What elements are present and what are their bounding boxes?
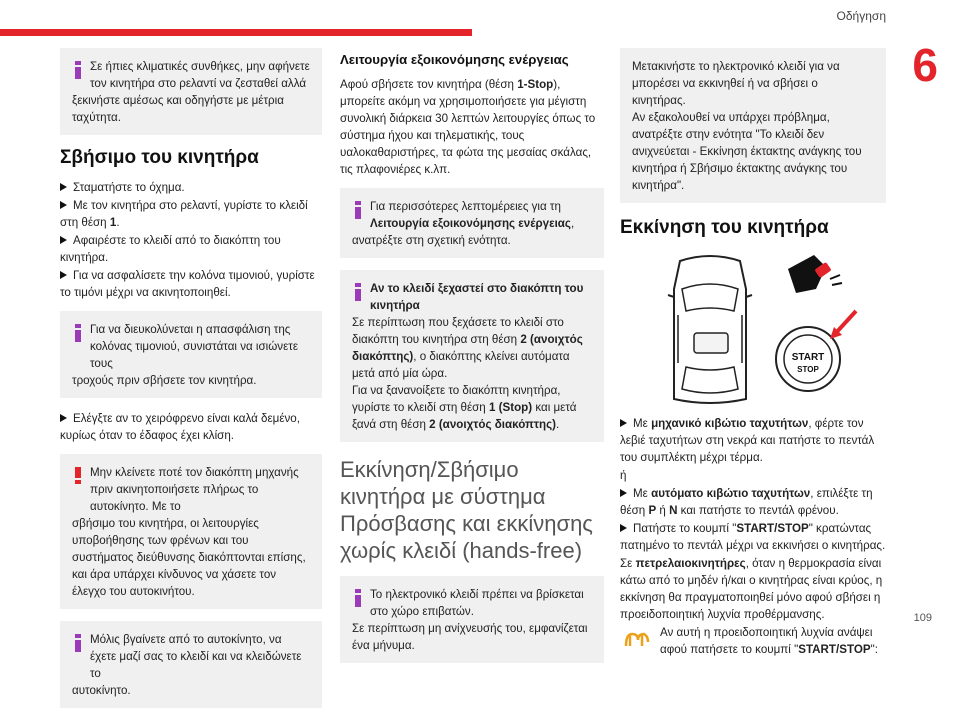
arrow-icon xyxy=(620,524,627,532)
note-text: Αν εξακολουθεί να υπάρχει πρόβλημα, ανατρέξτε στην ενότητα "Το κλειδί δεν ανιχνεύεται - Εκκίνηση έκτακτης ανάγκης του κινητήρα ή Σβήσιμο έκτακτης ανάγκης του κινητήρα". xyxy=(632,111,862,192)
note-text: τροχούς πριν σβήσετε τον κινητήρα. xyxy=(72,374,257,387)
chapter-number: 6 xyxy=(912,39,938,91)
warning-icon xyxy=(72,467,84,485)
arrow-icon xyxy=(620,489,627,497)
start-label: START xyxy=(791,352,825,363)
note-text: ξεκινήστε αμέσως και οδηγήστε με μέτρια ταχύτητα. xyxy=(72,94,284,124)
info-note xyxy=(60,311,322,398)
info-icon xyxy=(352,589,364,607)
list-item: Πατήστε το κουμπί "START/STOP" κρατώντας πατημένο το πεντάλ μέχρι να εκκινήσει ο κινητήρας. xyxy=(620,522,886,552)
arrow-icon xyxy=(60,183,67,191)
column-3 xyxy=(620,48,886,658)
section-heading: Εκκίνηση/Σβήσιμο κινητήρα με σύστημα Πρόσβασης και εκκίνησης χωρίς κλειδί (hands-free) xyxy=(340,457,593,563)
hand-key-icon xyxy=(788,255,842,293)
car-key-illustration xyxy=(620,249,886,409)
note-text: Για να διευκολύνεται η απασφάλιση της κολόνας τιμονιού, συνιστάται να ισιώνετε τους xyxy=(90,323,298,370)
paragraph: Αφού σβήσετε τον κινητήρα (θέση 1-Stop), μπορείτε ακόμη να χρησιμοποιήσετε για μέγιστη συνολική διάρκεια 30 λεπτών λειτουργίες όπως το σύστημα ήχου και τηλεματικής, τους υαλοκαθαριστήρες, τα φώτα της μεσαίας σκάλας, τις πλαφονιέρες κ.λπ. xyxy=(340,78,596,176)
note-text: Το ηλεκτρονικό κλειδί πρέπει να βρίσκεται στο χώρο επιβατών. xyxy=(370,588,584,618)
note-title: Αν το κλειδί ξεχαστεί στο διακόπτη του κινητήρα xyxy=(370,282,584,312)
list-item: Με αυτόματο κιβώτιο ταχυτήτων, επιλέξτε τη θέση P ή N και πατήστε το πεντάλ φρένου. xyxy=(620,487,873,517)
note-text: Σε περίπτωση μη ανίχνευσής του, εμφανίζεται ένα μήνυμα. xyxy=(352,622,588,652)
info-note xyxy=(340,576,604,663)
page-number: 109 xyxy=(913,612,932,624)
arrow-icon xyxy=(60,236,67,244)
info-icon xyxy=(72,634,84,652)
note-text: ανατρέξτε στη σχετική ενότητα. xyxy=(352,234,511,247)
section-title: Οδήγηση xyxy=(836,9,886,23)
note-text: Για να ξανανοίξετε το διακόπτη κινητήρα, γυρίστε το κλειδί στη θέση 1 (Stop) και μετά ξανά στη θέση 2 (ανοιχτός διακόπτης). xyxy=(352,384,577,431)
section-heading: Εκκίνηση του κινητήρα xyxy=(620,217,829,238)
info-icon xyxy=(72,324,84,342)
note-text: αυτοκίνητο. xyxy=(72,684,131,697)
car-icon xyxy=(668,256,752,403)
note-text: Για περισσότερες λεπτομέρειες για τη Λειτουργία εξοικονόμησης ενέργειας, xyxy=(370,200,575,230)
info-icon xyxy=(72,61,84,79)
arrow-icon xyxy=(60,271,67,279)
start-stop-button-icon xyxy=(776,311,856,391)
info-icon xyxy=(352,201,364,219)
list-item: Σταματήστε το όχημα. xyxy=(60,179,322,196)
info-note xyxy=(340,270,604,442)
header-accent-bar xyxy=(0,29,472,36)
arrow-icon xyxy=(60,414,67,422)
paragraph: ή xyxy=(620,469,627,482)
note-text: Σε περίπτωση που ξεχάσετε το κλειδί στο διακόπτη του κινητήρα στη θέση 2 (ανοιχτός διακόπτης), ο διακόπτης κλείνει αυτόματα μετά από μία ώρα. xyxy=(352,316,583,380)
glow-plug-tip: Αν αυτή η προειδοποιητική λυχνία ανάψει αφού πατήσετε το κουμπί "START/STOP": xyxy=(620,624,886,658)
note-text: Μόλις βγαίνετε από το αυτοκίνητο, να έχετε μαζί σας το κλειδί και να κλειδώνετε το xyxy=(90,633,302,680)
paragraph: Σε πετρελαιοκινητήρες, όταν η θερμοκρασία είναι κάτω από το μηδέν ή/και ο κινητήρας είναι κρύος, η εκκίνηση θα πραγματοποιηθεί μόνο αφού σβήσει η προειδοποιητική λυχνία προθέρμανσης. xyxy=(620,557,883,621)
note-text: Σε ήπιες κλιματικές συνθήκες, μην αφήνετε τον κινητήρα στο ρελαντί να ζεσταθεί αλλά xyxy=(90,60,310,90)
list-item: Για να ασφαλίσετε την κολόνα τιμονιού, γυρίστε το τιμόνι μέχρι να ακινητοποιηθεί. xyxy=(60,269,315,299)
section-heading: Σβήσιμο του κινητήρα xyxy=(60,147,259,168)
info-note xyxy=(620,48,886,203)
arrow-icon xyxy=(60,201,67,209)
stop-label: STOP xyxy=(797,365,819,374)
column-1 xyxy=(60,48,322,720)
column-2 xyxy=(340,48,604,675)
info-icon xyxy=(352,283,364,301)
list-item: Αφαιρέστε το κλειδί από το διακόπτη του κινητήρα. xyxy=(60,234,281,264)
subsection-heading: Λειτουργία εξοικονόμησης ενέργειας xyxy=(340,52,569,67)
warning-note xyxy=(60,454,322,609)
illustration xyxy=(620,249,886,409)
arrow-icon xyxy=(620,419,627,427)
glow-plug-warning-icon xyxy=(622,628,650,650)
info-note xyxy=(340,188,604,258)
note-text: Μετακινήστε το ηλεκτρονικό κλειδί για να μπορέσει να εκκινηθεί ή να σβήσει ο κινητήρας. xyxy=(632,60,840,107)
warning-text: σβήσιμο του κινητήρα, οι λειτουργίες υποβοήθησης των φρένων και του συστήματος διεύθυνσης διακόπτονται επίσης, και άρα υπάρχει κίνδυνος να χάσετε τον έλεγχο του αυτοκινήτου. xyxy=(72,517,306,598)
list-item: Ελέγξτε αν το χειρόφρενο είναι καλά δεμένο, κυρίως όταν το έδαφος έχει κλίση. xyxy=(60,412,300,442)
info-note xyxy=(60,621,322,708)
list-item: Με μηχανικό κιβώτιο ταχυτήτων, φέρτε τον λεβιέ ταχυτήτων στη νεκρά και πατήστε το πεντάλ του συμπλέκτη μέχρι τέρμα. xyxy=(620,417,875,464)
info-note xyxy=(60,48,322,135)
list-item: Με τον κινητήρα στο ρελαντί, γυρίστε το κλειδί στη θέση 1. xyxy=(60,199,308,229)
warning-text: Μην κλείνετε ποτέ τον διακόπτη μηχανής πριν ακινητοποιήσετε πλήρως το αυτοκίνητο. Με το xyxy=(90,466,299,513)
